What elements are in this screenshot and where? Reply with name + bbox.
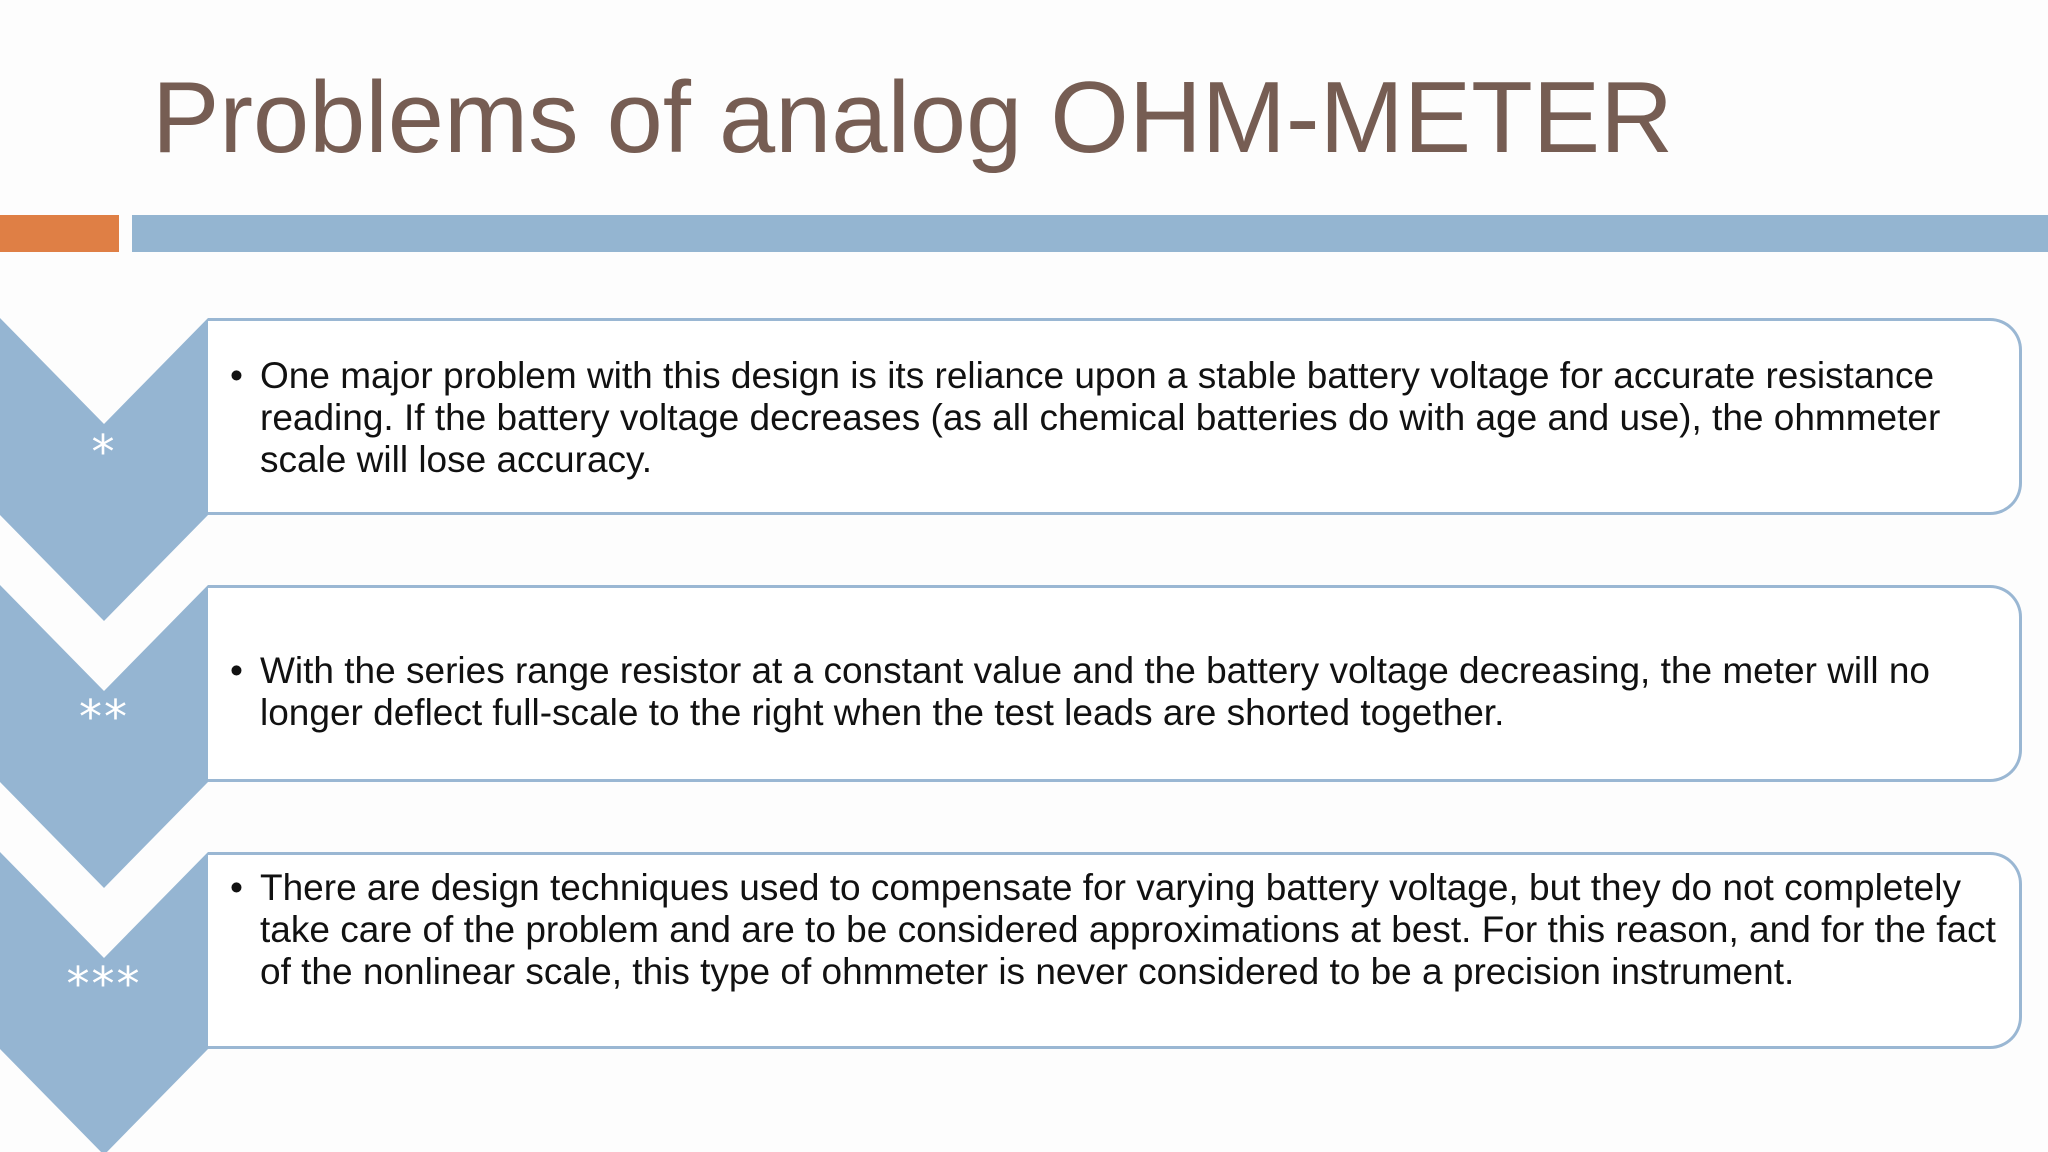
bullet-box-3 [208,852,2022,1049]
slide-title: Problems of analog OHM-METER [152,62,1674,174]
bullet-box-2 [208,585,2022,782]
bullet-text-1: • One major problem with this design is its reliance upon a stable battery voltage for accurate resistance reading. If the battery voltage decreases (as all chemical batteries do with age and use), the ohmmeter scale will lose accuracy. [208,355,2019,481]
chevron-label-1: * [91,425,117,479]
chevron-label-2: ** [79,690,129,744]
bullet-box-1 [208,318,2022,515]
bullet-text-3: • There are design techniques used to compensate for varying battery voltage, but they do not completely take care of the problem and are to be considered approximations at best. For this reason, and for the fact of the nonlinear scale, this type of ohmmeter is never considered to be a precision instrument. [208,867,2019,993]
chevron-label-3: *** [66,957,142,1011]
bullet-text-2: • With the series range resistor at a constant value and the battery voltage decreasing, the meter will no longer deflect full-scale to the right when the test leads are shorted together. [208,650,2019,734]
